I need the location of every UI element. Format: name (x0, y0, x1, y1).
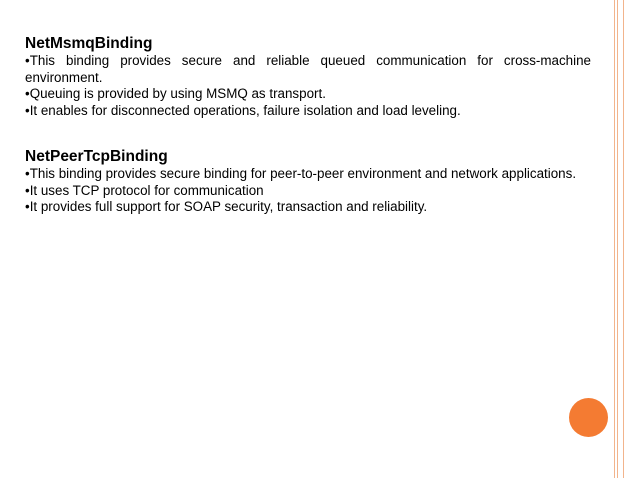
decorative-edge-line (614, 0, 615, 478)
decorative-edge-line (617, 0, 618, 478)
bullet-item: •It uses TCP protocol for communication (25, 182, 264, 198)
orange-circle-decoration (569, 398, 608, 437)
section-heading: NetPeerTcpBinding (25, 148, 168, 165)
bullet-item: •This binding provides secure and reliable queued communication for cross-machine environment. (25, 53, 591, 85)
bullet-item: •Queuing is provided by using MSMQ as transport. (25, 86, 326, 101)
bullet-item: •This binding provides secure binding for peer-to-peer environment and network applications. (25, 166, 577, 181)
section-netpeertcpbinding (25, 147, 591, 216)
slide-content (25, 34, 591, 216)
section-heading: NetMsmqBinding (25, 35, 153, 52)
decorative-edge-line (623, 0, 624, 478)
bullet-list (25, 166, 591, 216)
bullet-item: •It enables for disconnected operations, failure isolation and load leveling. (25, 102, 461, 118)
bullet-list (25, 53, 591, 119)
bullet-item: •It provides full support for SOAP security, transaction and reliability. (25, 199, 428, 214)
section-netmsmqbinding (25, 34, 591, 119)
